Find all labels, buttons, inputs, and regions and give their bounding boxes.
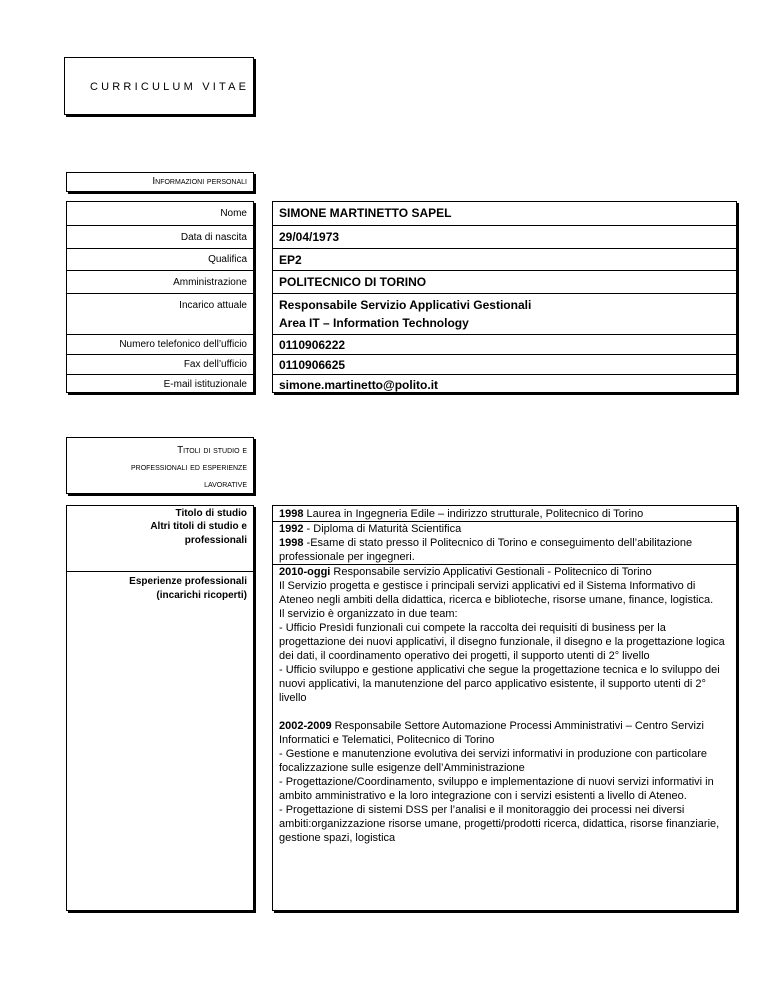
cv-title: CURRICULUM VITAE: [90, 81, 250, 93]
label-fax: Fax dell’ufficio: [67, 354, 253, 374]
label-esperienze: [67, 571, 253, 911]
altri-entry-2: 1998 -Esame di stato presso il Politecnico di Torino e conseguimento dell’abilitazione professionale per ingegneri.: [279, 537, 693, 563]
altri-entry-1: 1992 - Diploma di Maturità Scientifica: [279, 523, 462, 535]
value-data-nascita: 29/04/1973: [273, 225, 736, 248]
label-qualifica: Qualifica: [67, 248, 253, 270]
personal-labels-table: [66, 201, 254, 393]
value-nome: SIMONE MARTINETTO SAPEL: [279, 206, 452, 220]
label-incarico: Incarico attuale: [67, 293, 253, 334]
altri-block: [273, 521, 736, 564]
education-labels-table: [66, 505, 254, 911]
personal-section-title: Informazioni personali: [66, 172, 254, 192]
label-esperienze-line1: Esperienze professionali: [129, 576, 247, 587]
label-amministrazione: Amministrazione: [67, 270, 253, 293]
education-values-table: [272, 505, 737, 911]
exp1-title: 2010-oggi Responsabile servizio Applicativi Gestionali - Politecnico di Torino: [279, 566, 652, 578]
education-title-line3: lavorative: [204, 479, 247, 490]
value-fax: 0110906625: [273, 354, 736, 374]
value-email: simone.martinetto@polito.it: [273, 374, 736, 394]
exp2-line: - Progettazione di sistemi DSS per l’analisi e il monitoraggio dei processi nei diversi ambiti:organizzazione risorse umane, progetti/prodotti ricerca, didattica, risorse finanziarie, gestione spazi, logistica: [279, 804, 720, 844]
exp2-line: - Progettazione/Coordinamento, sviluppo e implementazione di nuovi servizi informativi in ambito amministrativo e la loro integrazione con i servizi esistenti a livello di Ateneo.: [279, 776, 714, 802]
value-telefono: 0110906222: [273, 334, 736, 354]
label-nome: Nome: [220, 208, 247, 219]
label-email: E-mail istituzionale: [67, 374, 253, 394]
exp1-line: - Ufficio Presìdi funzionali cui compete la raccolta dei requisiti di business per la progettazione dei nuovi applicativi, il disegno funzionale, il disegno e la progettazione logica dei dati, il coordinamento operativo dei progetti, il supporto utenti di 2° livello: [279, 622, 725, 662]
value-qualifica: EP2: [273, 248, 736, 270]
label-data-nascita: Data di nascita: [67, 225, 253, 248]
education-title-line2: professionali ed esperienze: [130, 462, 247, 473]
personal-values-table: [272, 201, 737, 393]
label-altri-line1: Altri titoli di studio e: [150, 521, 247, 532]
exp1-line: Il servizio è organizzato in due team:: [279, 608, 458, 620]
label-telefono: Numero telefonico dell’ufficio: [67, 334, 253, 354]
education-section-title: [66, 437, 254, 494]
cv-title-box: [64, 57, 254, 115]
education-title-line1: Titoli di studio e: [177, 445, 247, 456]
titolo-entry: 1998 Laurea in Ingegneria Edile – indirizzo strutturale, Politecnico di Torino: [279, 508, 644, 520]
value-incarico-line2: Area IT – Information Technology: [279, 316, 469, 330]
label-esperienze-line2: (incarichi ricoperti): [156, 590, 247, 601]
exp2-line: - Gestione e manutenzione evolutiva dei servizi informativi in produzione con particolare focalizzazione sulle esigenze dell’Amministrazione: [279, 748, 708, 774]
label-altri-titoli: [67, 520, 253, 571]
label-altri-line2: professionali: [184, 535, 247, 546]
exp2-title: 2002-2009 Responsabile Settore Automazione Processi Amministrativi – Centro Servizi Informatici e Telematici, Politecnico di Torino: [279, 720, 704, 746]
value-incarico: [273, 293, 736, 334]
esperienze-block: [273, 564, 736, 845]
exp1-line: - Ufficio sviluppo e gestione applicativi che segue la progettazione tecnica e lo sviluppo dei nuovi applicativi, la manutenzione del parco applicativo esistente, il supporto utenti di 2° livello: [279, 664, 720, 704]
value-incarico-line1: Responsabile Servizio Applicativi Gestionali: [279, 298, 532, 312]
label-titolo-studio: Titolo di studio: [175, 508, 247, 519]
value-amministrazione: POLITECNICO DI TORINO: [273, 270, 736, 293]
exp1-line: Il Servizio progetta e gestisce i principali servizi applicativi ed il Sistema Informativo di Ateneo negli ambiti della didattica, ricerca e biblioteche, risorse umane, finance, logistica.: [279, 580, 714, 606]
